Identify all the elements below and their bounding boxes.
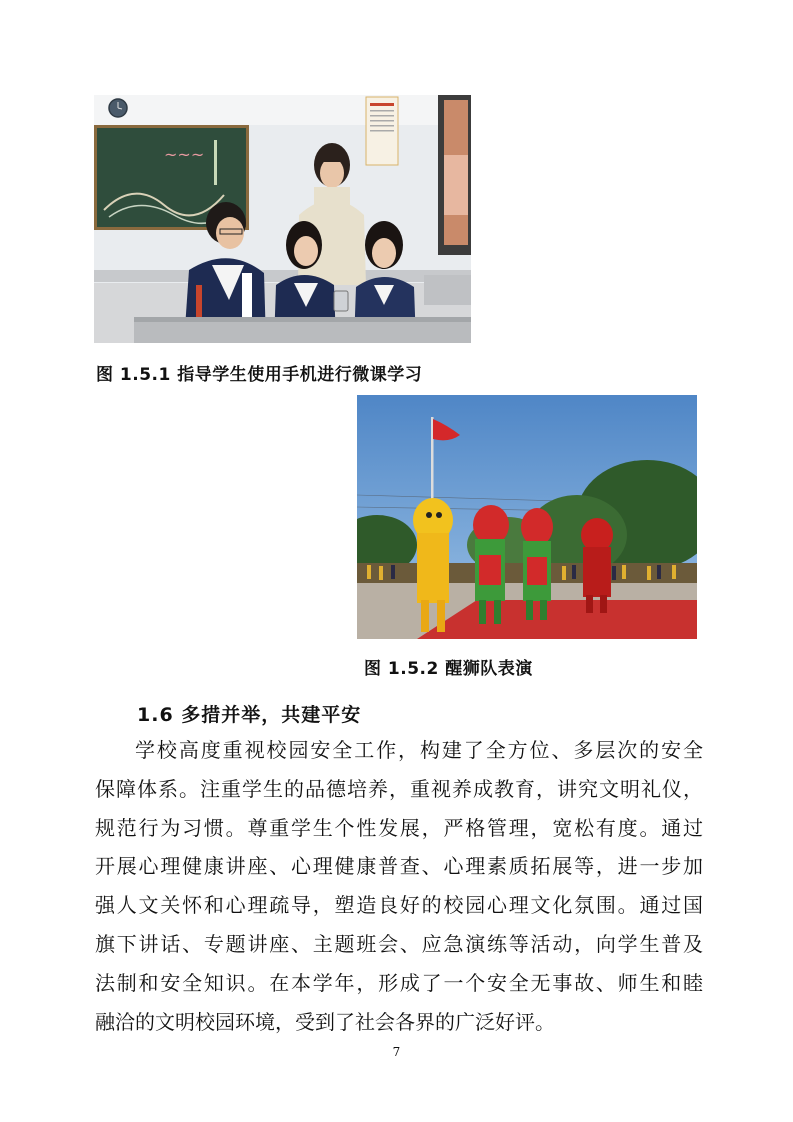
figure-caption: 图 1.5.1 指导学生使用手机进行微课学习 bbox=[96, 365, 423, 385]
figure-caption: 图 1.5.2 醒狮队表演 bbox=[364, 659, 533, 679]
section-paragraph bbox=[95, 731, 703, 1041]
classroom-photo-drawing bbox=[94, 95, 471, 343]
paragraph-line: 规范行为习惯。尊重学生个性发展，严格管理，宽松有度。通过 bbox=[95, 815, 703, 840]
classroom-photo bbox=[94, 95, 471, 343]
paragraph-line: 强人文关怀和心理疏导，塑造良好的校园心理文化氛围。通过国 bbox=[95, 893, 703, 918]
page-number: 7 bbox=[392, 1045, 401, 1059]
paragraph-line: 学校高度重视校园安全工作，构建了全方位、多层次的安全 bbox=[135, 738, 703, 762]
paragraph-line: 旗下讲话、专题讲座、主题班会、应急演练等活动，向学生普及 bbox=[95, 931, 703, 956]
section-heading: 1.6 多措并举，共建平安 bbox=[137, 704, 362, 726]
paragraph-line: 保障体系。注重学生的品德培养，重视养成教育，讲究文明礼仪， bbox=[95, 776, 703, 801]
lion-dance-photo bbox=[357, 395, 697, 639]
svg-text:~~~: ~~~ bbox=[164, 145, 205, 164]
lion-dance-photo-drawing bbox=[357, 395, 697, 639]
paragraph-line: 融洽的文明校园环境，受到了社会各界的广泛好评。 bbox=[95, 1009, 555, 1034]
paragraph-line: 开展心理健康讲座、心理健康普查、心理素质拓展等，进一步加 bbox=[95, 854, 703, 879]
paragraph-line: 法制和安全知识。在本学年，形成了一个安全无事故、师生和睦 bbox=[95, 970, 703, 995]
